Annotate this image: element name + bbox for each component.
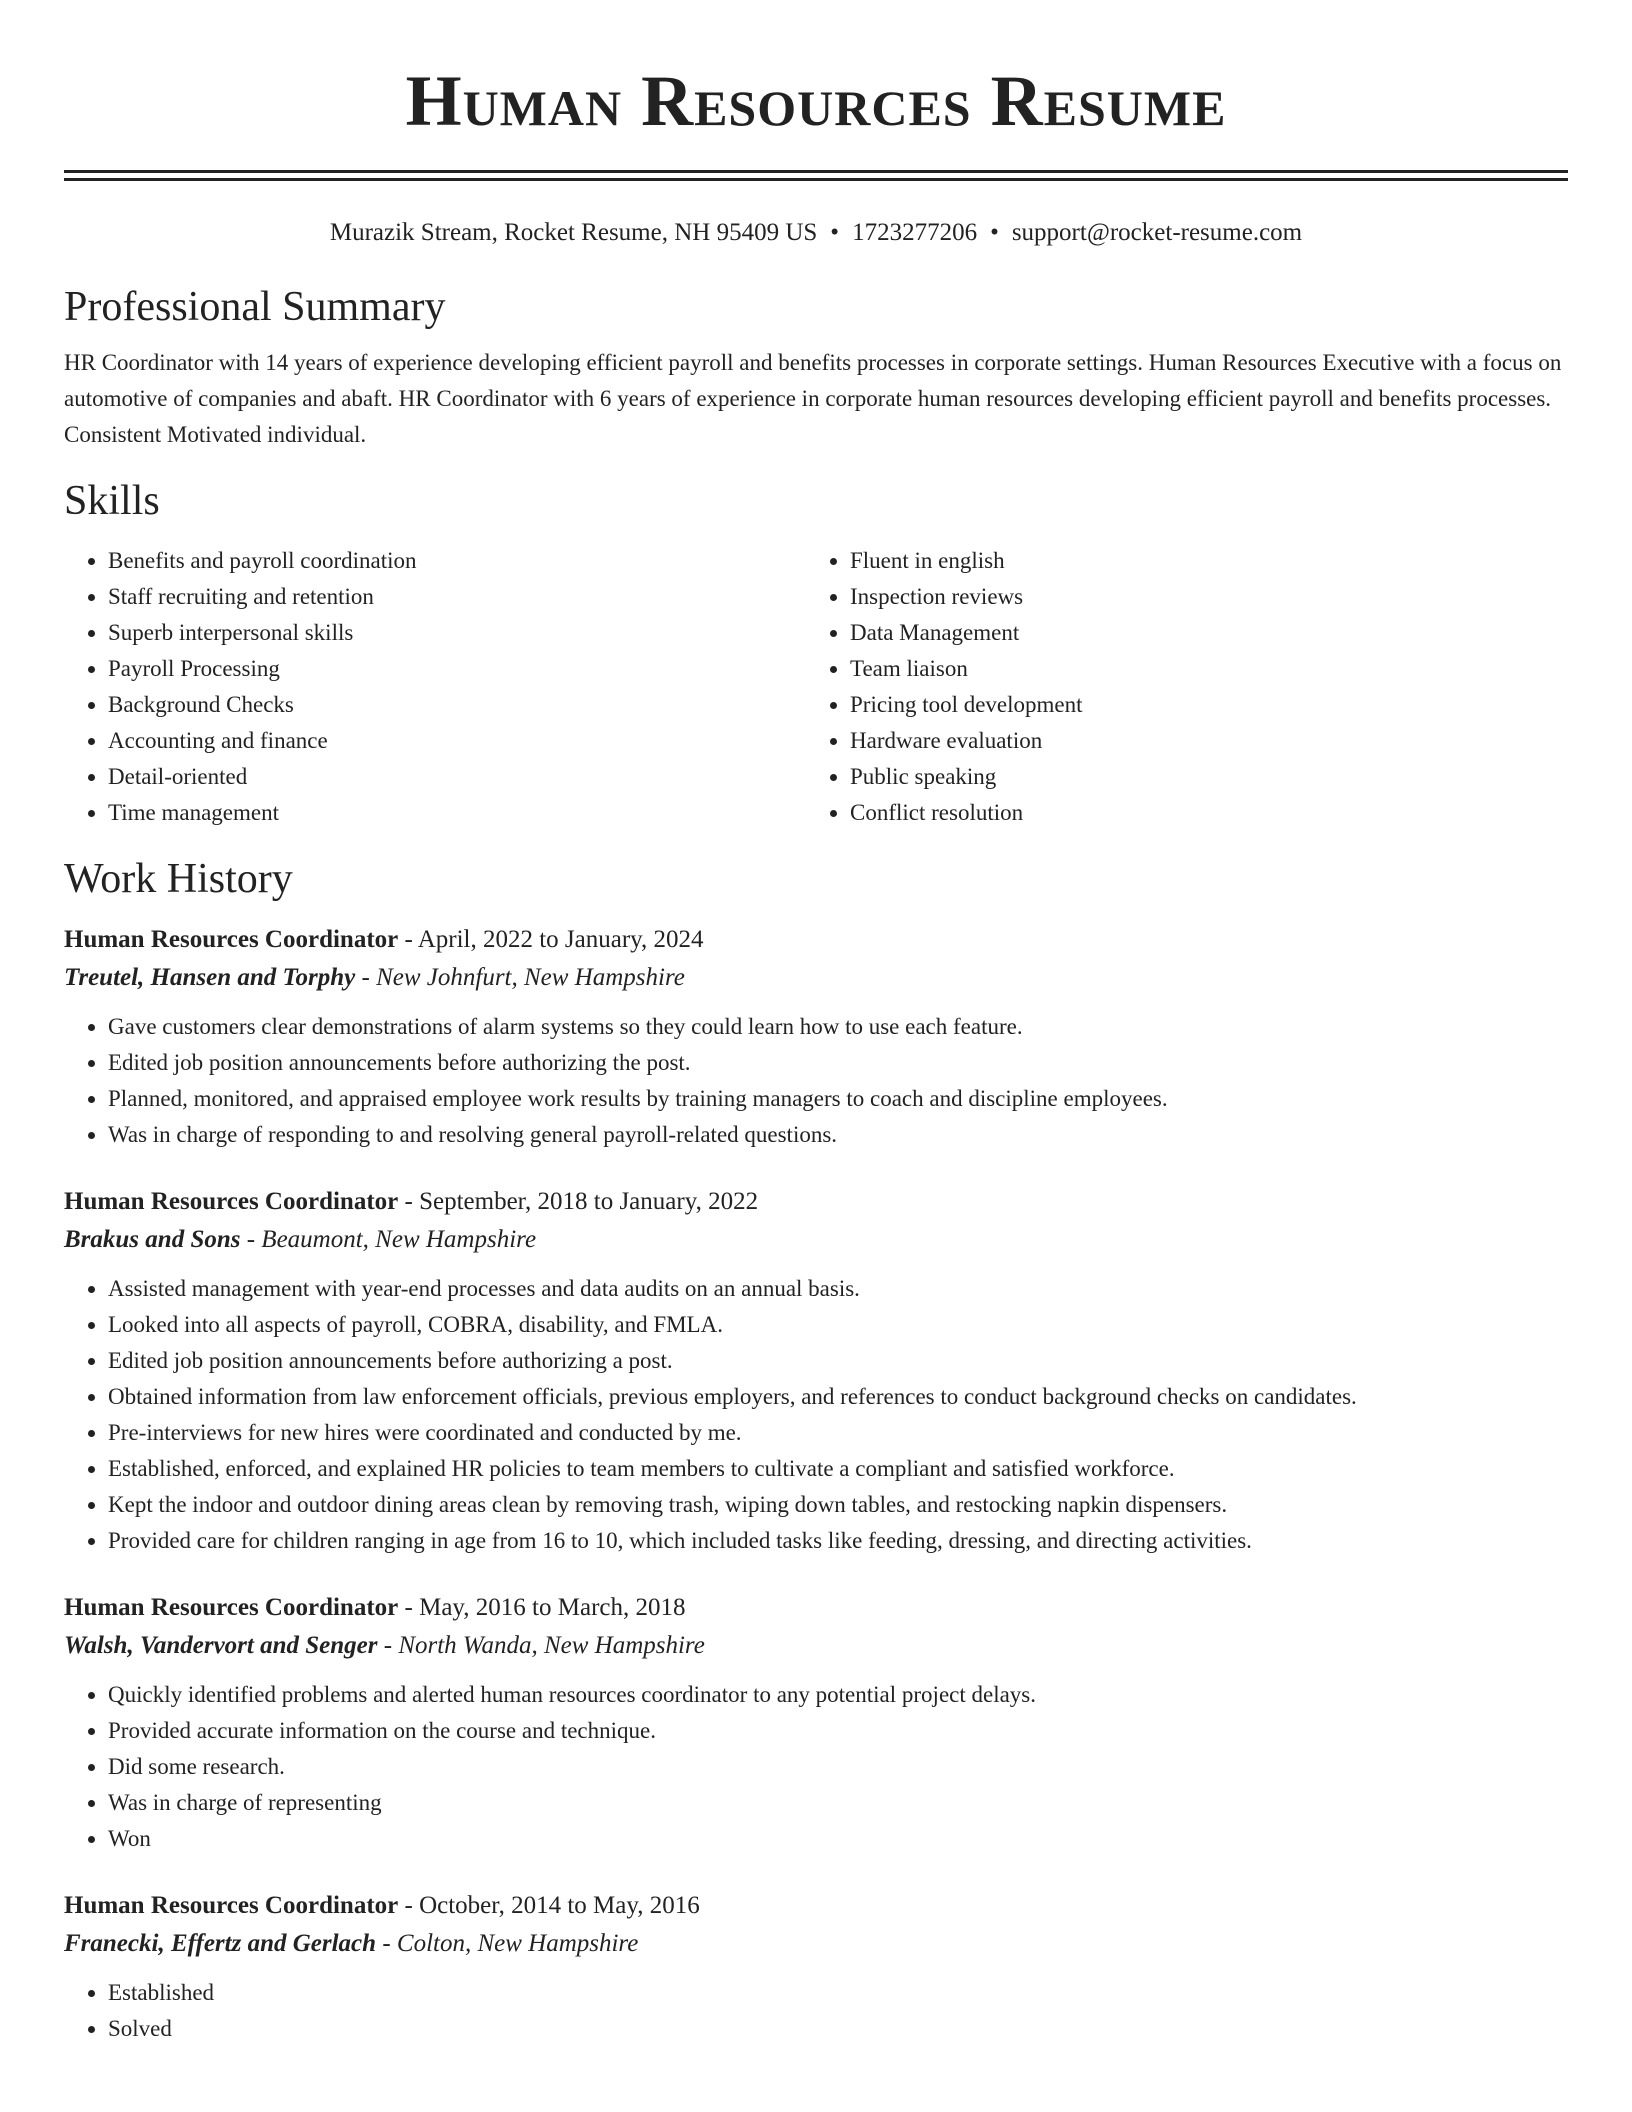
company-name: Brakus and Sons xyxy=(64,1226,241,1253)
company-location: - North Wanda, New Hampshire xyxy=(377,1632,705,1659)
title-double-rule xyxy=(64,170,1568,181)
skill-item: • Pricing tool development xyxy=(850,687,1548,723)
skill-item: • Accounting and finance xyxy=(108,723,806,759)
job-entry xyxy=(64,1887,1568,2047)
job-title-line xyxy=(64,1887,1568,1925)
job-bullet: • Established, enforced, and explained HR policies to team members to cultivate a compliant and satisfied workforce. xyxy=(108,1451,1568,1487)
job-bullets xyxy=(64,1009,1568,1153)
company-name: Treutel, Hansen and Torphy xyxy=(64,964,356,991)
job-bullet: • Planned, monitored, and appraised employee work results by training managers to coach and discipline employees. xyxy=(108,1081,1568,1117)
job-bullet: • Established xyxy=(108,1975,1568,2011)
contact-phone: 1723277206 xyxy=(852,219,978,246)
job-bullet: • Assisted management with year-end processes and data audits on an annual basis. xyxy=(108,1271,1568,1307)
summary-text: HR Coordinator with 14 years of experience developing efficient payroll and benefits processes in corporate settings. Human Resources Executive with a focus on automotive of companies and abaft. HR Coordinator with 6 years of experience in corporate human resources developing efficient payroll and benefits processes. Consistent Motivated individual. xyxy=(64,350,1562,447)
job-bullet: • Edited job position announcements before authorizing the post. xyxy=(108,1045,1568,1081)
job-dates: - April, 2022 to January, 2024 xyxy=(398,926,704,953)
job-title: Human Resources Coordinator xyxy=(64,1594,399,1621)
company-line xyxy=(64,1627,1568,1665)
skill-item: • Conflict resolution xyxy=(850,795,1548,831)
job-bullet: • Pre-interviews for new hires were coordinated and conducted by me. xyxy=(108,1415,1568,1451)
section-heading-summary: Professional Summary xyxy=(64,284,446,330)
job-entry xyxy=(64,1589,1568,1857)
job-bullets xyxy=(64,1271,1568,1559)
job-bullet: • Did some research. xyxy=(108,1749,1568,1785)
skill-item: • Team liaison xyxy=(850,651,1548,687)
skills-list xyxy=(64,543,1568,831)
contact-email: support@rocket-resume.com xyxy=(1011,219,1303,246)
company-name: Franecki, Effertz and Gerlach xyxy=(64,1930,377,1957)
skills-column-left xyxy=(64,543,806,831)
skill-item: • Payroll Processing xyxy=(108,651,806,687)
skill-item: • Fluent in english xyxy=(850,543,1548,579)
job-bullet: • Provided accurate information on the course and technique. xyxy=(108,1713,1568,1749)
skill-item: • Public speaking xyxy=(850,759,1548,795)
job-bullet: • Edited job position announcements before authorizing a post. xyxy=(108,1343,1568,1379)
job-bullet: • Was in charge of representing xyxy=(108,1785,1568,1821)
job-bullet: • Quickly identified problems and alerted human resources coordinator to any potential project delays. xyxy=(108,1677,1568,1713)
company-line xyxy=(64,959,1568,997)
skill-item: • Background Checks xyxy=(108,687,806,723)
company-line xyxy=(64,1221,1568,1259)
job-title: Human Resources Coordinator xyxy=(64,1188,399,1215)
job-title: Human Resources Coordinator xyxy=(64,926,399,953)
job-bullet: • Solved xyxy=(108,2011,1568,2047)
contact-separator: • xyxy=(830,219,840,246)
company-line xyxy=(64,1925,1568,1963)
company-location: - Colton, New Hampshire xyxy=(376,1930,639,1957)
skill-item: • Inspection reviews xyxy=(850,579,1548,615)
job-bullet: • Looked into all aspects of payroll, COBRA, disability, and FMLA. xyxy=(108,1307,1568,1343)
contact-address: Murazik Stream, Rocket Resume, NH 95409 US xyxy=(329,219,818,246)
skill-item: • Data Management xyxy=(850,615,1548,651)
job-dates: - September, 2018 to January, 2022 xyxy=(398,1188,759,1215)
job-bullet: • Provided care for children ranging in age from 16 to 10, which included tasks like feeding, dressing, and directing activities. xyxy=(108,1523,1568,1559)
skill-item: • Benefits and payroll coordination xyxy=(108,543,806,579)
job-bullets xyxy=(64,1975,1568,2047)
job-bullet: • Gave customers clear demonstrations of alarm systems so they could learn how to use each feature. xyxy=(108,1009,1568,1045)
skill-item: • Detail-oriented xyxy=(108,759,806,795)
job-entry xyxy=(64,1183,1568,1559)
job-title-line xyxy=(64,1183,1568,1221)
skill-item: • Staff recruiting and retention xyxy=(108,579,806,615)
contact-line xyxy=(64,215,1568,251)
resume-title: Human Resources Resume xyxy=(405,61,1227,141)
job-bullet: • Was in charge of responding to and resolving general payroll-related questions. xyxy=(108,1117,1568,1153)
job-dates: - October, 2014 to May, 2016 xyxy=(398,1892,700,1919)
job-bullet: • Kept the indoor and outdoor dining areas clean by removing trash, wiping down tables, and restocking napkin dispensers. xyxy=(108,1487,1568,1523)
skill-item: • Superb interpersonal skills xyxy=(108,615,806,651)
company-name: Walsh, Vandervort and Senger xyxy=(64,1632,378,1659)
contact-separator: • xyxy=(990,219,999,246)
job-title: Human Resources Coordinator xyxy=(64,1892,399,1919)
job-bullet: • Won xyxy=(108,1821,1568,1857)
skill-item: • Time management xyxy=(108,795,806,831)
job-title-line xyxy=(64,1589,1568,1627)
section-heading-work-history: Work History xyxy=(64,856,293,902)
job-dates: - May, 2016 to March, 2018 xyxy=(398,1594,686,1621)
job-title-line xyxy=(64,921,1568,959)
job-entry xyxy=(64,921,1568,1153)
company-location: - New Johnfurt, New Hampshire xyxy=(355,964,685,991)
job-bullet: • Obtained information from law enforcement officials, previous employers, and references to conduct background checks on candidates. xyxy=(108,1379,1568,1415)
company-location: - Beaumont, New Hampshire xyxy=(240,1226,537,1253)
section-heading-skills: Skills xyxy=(64,478,160,524)
skills-column-right xyxy=(806,543,1548,831)
skill-item: • Hardware evaluation xyxy=(850,723,1548,759)
job-bullets xyxy=(64,1677,1568,1857)
